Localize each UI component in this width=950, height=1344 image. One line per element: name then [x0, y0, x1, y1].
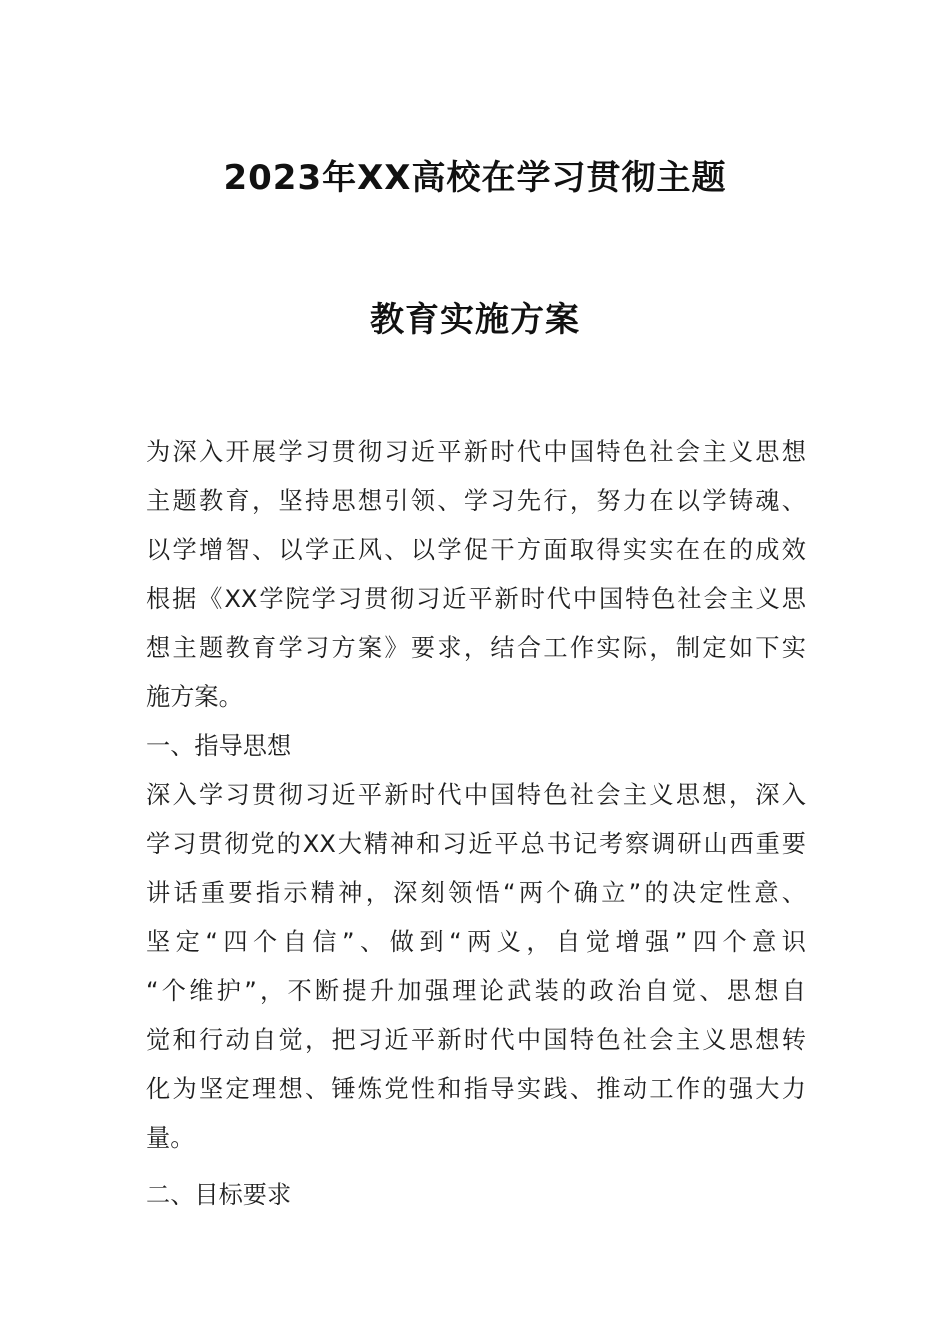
paragraph-line: 量。: [146, 1124, 195, 1152]
paragraph-line: 化为坚定理想、锤炼党性和指导实践、推动工作的强大力: [146, 1075, 806, 1103]
paragraph-line: 为深入开展学习贯彻习近平新时代中国特色社会主义思想: [146, 438, 806, 466]
paragraph-line: 深入学习贯彻习近平新时代中国特色社会主义思想，深入: [146, 781, 806, 809]
guiding-ideology-paragraph: [146, 771, 806, 1163]
paragraph-line: 以学增智、以学正风、以学促干方面取得实实在在的成效: [146, 536, 806, 564]
document-body: [146, 428, 806, 1220]
paragraph-line: 想主题教育学习方案》要求，结合工作实际，制定如下实: [146, 634, 806, 662]
paragraph-line: “个维护”，不断提升加强理论武装的政治自觉、思想自: [146, 977, 806, 1005]
paragraph-line: 施方案。: [146, 683, 243, 711]
paragraph-line: 主题教育，坚持思想引领、学习先行，努力在以学铸魂、: [146, 487, 806, 515]
document-title-line-2: 教育实施方案: [370, 300, 580, 340]
section-heading-guiding-ideology: 一、指导思想: [146, 732, 292, 760]
paragraph-line: 讲话重要指示精神，深刻领悟“两个确立”的决定性意、: [146, 879, 806, 907]
section-heading-objectives: 二、目标要求: [146, 1181, 292, 1209]
document-title-line-1: 2023年XX高校在学习贯彻主题: [223, 158, 727, 198]
paragraph-line: 根据《XX学院学习贯彻习近平新时代中国特色社会主义思: [146, 585, 806, 613]
paragraph-line: 觉和行动自觉，把习近平新时代中国特色社会主义思想转: [146, 1026, 806, 1054]
paragraph-line: 学习贯彻党的XX大精神和习近平总书记考察调研山西重要: [146, 830, 806, 858]
paragraph-line: 坚定“四个自信”、做到“两义，自觉增强”四个意识: [146, 928, 806, 956]
intro-paragraph: [146, 428, 806, 722]
